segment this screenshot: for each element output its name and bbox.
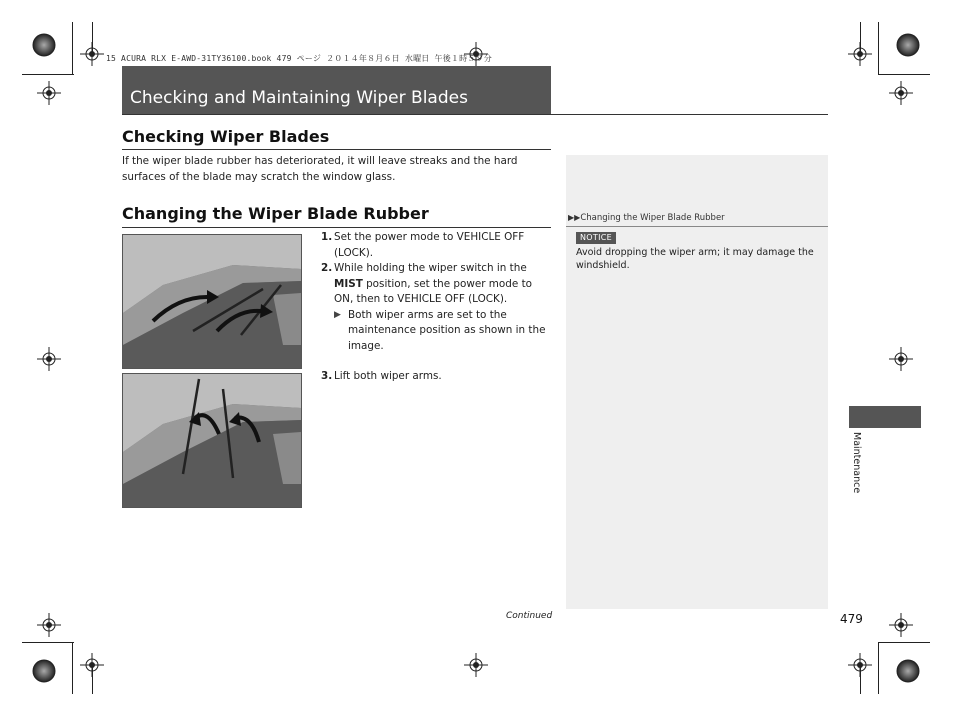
mist-label: MIST (334, 277, 363, 290)
wiper-illustration (123, 374, 301, 507)
step-number: 2. (321, 262, 333, 274)
step-result-text: Both wiper arms are set to the maintenance position as shown in the image. (348, 308, 546, 352)
triangle-arrow-icon: ▶ (334, 309, 341, 320)
step-text-part: position, set the power mode to ON, then to VEHICLE OFF (LOCK). (334, 277, 533, 305)
notice-text: Avoid dropping the wiper arm; it may damage the windshield. (576, 247, 814, 271)
title-rule (122, 114, 828, 115)
step-text: Lift both wiper arms. (334, 370, 442, 382)
sidebar-rule (566, 226, 828, 227)
step-list (321, 230, 553, 385)
sidebar-reference (568, 213, 725, 223)
wiper-figure-maintenance-position (122, 234, 302, 369)
step-item (321, 369, 553, 385)
page-title: Checking and Maintaining Wiper Blades (130, 88, 468, 108)
continued-label: Continued (506, 611, 553, 621)
checking-body: If the wiper blade rubber has deteriorated, it will leave streaks and the hard surfaces of the blade may scratch the window glass. (122, 155, 518, 183)
page-number: 479 (840, 612, 863, 626)
sidebar-ref-title: Changing the Wiper Blade Rubber (580, 213, 725, 223)
section-rule (122, 149, 551, 150)
changing-heading: Changing the Wiper Blade Rubber (122, 204, 429, 223)
step-number: 3. (321, 370, 333, 382)
step-result (334, 308, 553, 355)
section-tab-label: Maintenance (851, 432, 862, 494)
wiper-figure-arms-lifted (122, 373, 302, 508)
section-rule (122, 227, 551, 228)
checking-heading: Checking Wiper Blades (122, 127, 330, 146)
section-tab (849, 406, 921, 428)
step-text (334, 261, 553, 308)
sidebar-panel (566, 155, 828, 609)
reference-arrow-icon: ▶▶ (568, 213, 581, 222)
step-text-part: While holding the wiper switch in the (334, 262, 527, 274)
step-item (321, 261, 553, 308)
book-info-line: 15 ACURA RLX E-AWD-31TY36100.book 479 ページ ２０１４年８月６日 水曜日 午後１時５９分 (106, 54, 492, 63)
wiper-illustration (123, 235, 301, 368)
notice-badge: NOTICE (576, 232, 616, 244)
step-text: Set the power mode to VEHICLE OFF (LOCK). (334, 231, 525, 259)
step-number: 1. (321, 231, 333, 243)
step-item (321, 230, 553, 261)
